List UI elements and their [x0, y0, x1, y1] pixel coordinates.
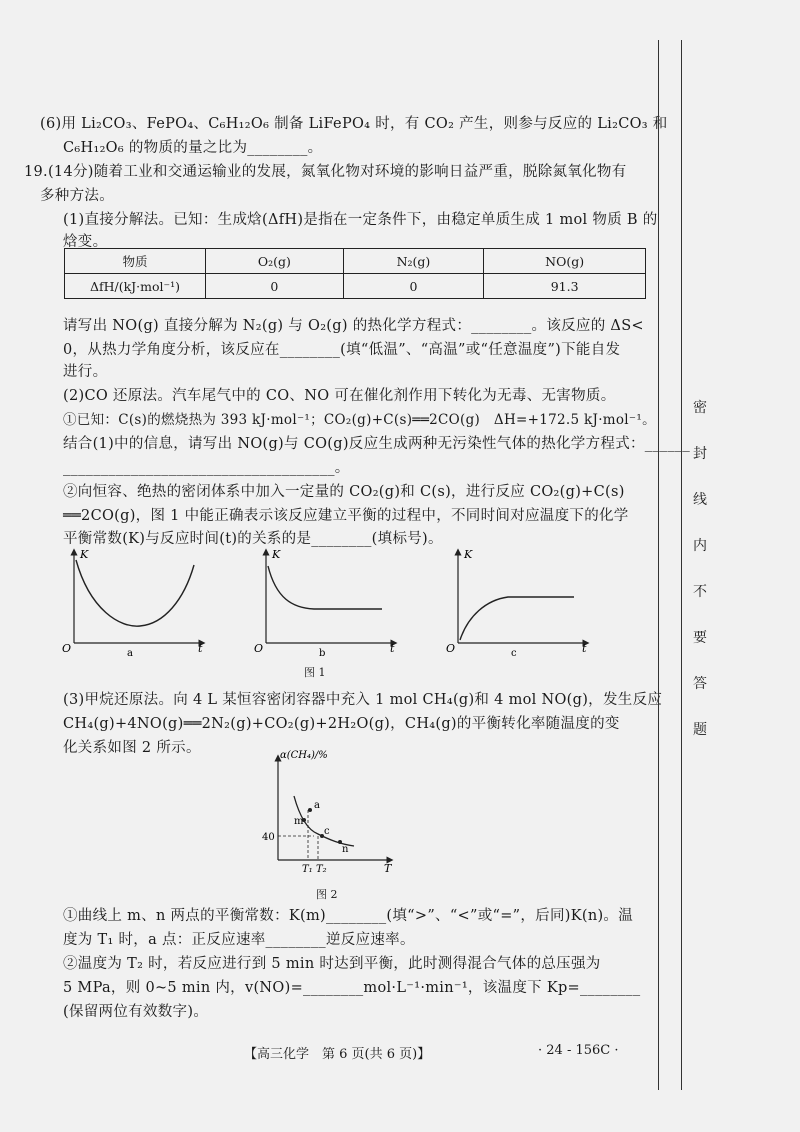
axis-t-label: t: [198, 642, 203, 655]
origin-label: O: [254, 642, 264, 655]
page-footer-right: · 24 - 156C ·: [538, 1043, 619, 1058]
q19-line1: 19.(14分)随着工业和交通运输业的发展，氮氧化物对环境的影响日益严重，脱除氮氧化物有: [24, 164, 627, 180]
point-n-label: n: [342, 844, 349, 855]
p1-line2: 焓变。: [63, 234, 108, 250]
p2-a2: 结合(1)中的信息，请写出 NO(g)与 CO(g)反应生成两种无污染性气体的热化学方程式：______: [63, 436, 691, 452]
origin-label: O: [446, 642, 456, 655]
axis-k-label: K: [464, 548, 473, 561]
q-a1: ①曲线上 m、n 两点的平衡常数：K(m)________(填“>”、“<”或“=”，后同)K(n)。温: [63, 908, 634, 924]
figure-2-caption: 图 2: [316, 888, 338, 901]
t1-label: T₁: [302, 864, 313, 875]
seal-text: [688, 385, 712, 753]
seal-char: 题: [693, 722, 707, 738]
graph-c-label: c: [511, 648, 517, 659]
graph-c: [446, 548, 587, 659]
page-footer-left: 【高三化学 第 6 页(共 6 页)】: [244, 1047, 431, 1062]
seal-char: 内: [693, 538, 707, 554]
p3-line1: (3)甲烷还原法。向 4 L 某恒容密闭容器中充入 1 mol CH₄(g)和 4 mol NO(g)，发生反应: [63, 692, 663, 708]
q6-line1: (6)用 Li₂CO₃、FePO₄、C₆H₁₂O₆ 制备 LiFePO₄ 时，有 CO₂ 产生，则参与反应的 Li₂CO₃ 和: [40, 116, 668, 132]
seal-line: [658, 40, 682, 1090]
table-header: 物质: [65, 249, 206, 274]
q-b2: 5 MPa，则 0~5 min 内，v(NO)=________mol·L⁻¹·min⁻¹，该温度下 Kp=________: [63, 980, 641, 996]
axis-k-label: K: [80, 548, 89, 561]
p2-b2: ══2CO(g)，图 1 中能正确表示该反应建立平衡的过程中，不同时间对应温度下的化学: [63, 508, 629, 524]
p1-q2: 0，从热力学角度分析，该反应在________(填“低温”、“高温”或“任意温度”)下能自发: [63, 342, 621, 358]
seal-char: 密: [693, 400, 707, 416]
tick-40: 40: [262, 832, 275, 843]
p1-q3: 进行。: [63, 364, 108, 380]
seal-char: 线: [693, 492, 707, 508]
enthalpy-table: [64, 248, 646, 299]
table-header: NO(g): [484, 249, 646, 274]
seal-char: 答: [693, 676, 707, 692]
figure-1: [60, 540, 620, 680]
axis-t-label: t: [390, 642, 395, 655]
table-cell: 0: [343, 274, 484, 299]
p2-line1: (2)CO 还原法。汽车尾气中的 CO、NO 可在催化剂作用下转化为无毒、无害物质。: [63, 388, 616, 404]
axis-x-label: T: [384, 862, 392, 875]
q-a2: 度为 T₁ 时，a 点：正反应速率________逆反应速率。: [63, 932, 415, 948]
axis-t-label: t: [582, 642, 587, 655]
axis-k-label: K: [272, 548, 281, 561]
graph-b: [254, 548, 395, 659]
point-a: [308, 808, 312, 812]
p2-a3: ____________________________________。: [63, 460, 350, 476]
table-cell: 91.3: [484, 274, 646, 299]
p2-a1: ①已知：C(s)的燃烧热为 393 kJ·mol⁻¹；CO₂(g)+C(s)══2CO(g) ΔH=+172.5 kJ·mol⁻¹。: [63, 412, 656, 428]
seal-char: 不: [693, 584, 707, 600]
q-b3: (保留两位有效数字)。: [63, 1004, 209, 1020]
p3-line2: CH₄(g)+4NO(g)══2N₂(g)+CO₂(g)+2H₂O(g)，CH₄(g)的平衡转化率随温度的变: [63, 716, 620, 732]
point-m-label: m: [294, 816, 304, 827]
p3-line3: 化关系如图 2 所示。: [63, 740, 201, 756]
figure-1-caption: 图 1: [304, 666, 326, 679]
q-b1: ②温度为 T₂ 时，若反应进行到 5 min 时达到平衡，此时测得混合气体的总压强为: [63, 956, 601, 972]
table-header: N₂(g): [343, 249, 484, 274]
p1-q1: 请写出 NO(g) 直接分解为 N₂(g) 与 O₂(g) 的热化学方程式：________。该反应的 ΔS<: [63, 318, 644, 334]
p2-b3: 平衡常数(K)与反应时间(t)的关系的是________(填标号)。: [63, 531, 443, 547]
q19-line2: 多种方法。: [40, 188, 114, 204]
point-a-label: a: [314, 800, 320, 811]
graph-a: [62, 548, 203, 659]
table-row-label: ΔfH/(kJ·mol⁻¹): [65, 274, 206, 299]
p1-line1: (1)直接分解法。已知：生成焓(ΔfH)是指在一定条件下，由稳定单质生成 1 mol 物质 B 的: [63, 212, 658, 228]
seal-char: 封: [693, 446, 707, 462]
p2-b1: ②向恒容、绝热的密闭体系中加入一定量的 CO₂(g)和 C(s)，进行反应 CO₂(g)+C(s): [63, 484, 625, 500]
origin-label: O: [62, 642, 72, 655]
figure-2: [260, 748, 400, 878]
graph-a-label: a: [127, 648, 133, 659]
table-header: O₂(g): [206, 249, 344, 274]
axis-y-label: α(CH₄)/%: [280, 750, 328, 761]
point-c-label: c: [324, 826, 330, 837]
seal-char: 要: [693, 630, 707, 646]
q6-line2: C₆H₁₂O₆ 的物质的量之比为________。: [63, 140, 323, 156]
graph-b-label: b: [319, 648, 326, 659]
t2-label: T₂: [316, 864, 327, 875]
table-cell: 0: [206, 274, 344, 299]
